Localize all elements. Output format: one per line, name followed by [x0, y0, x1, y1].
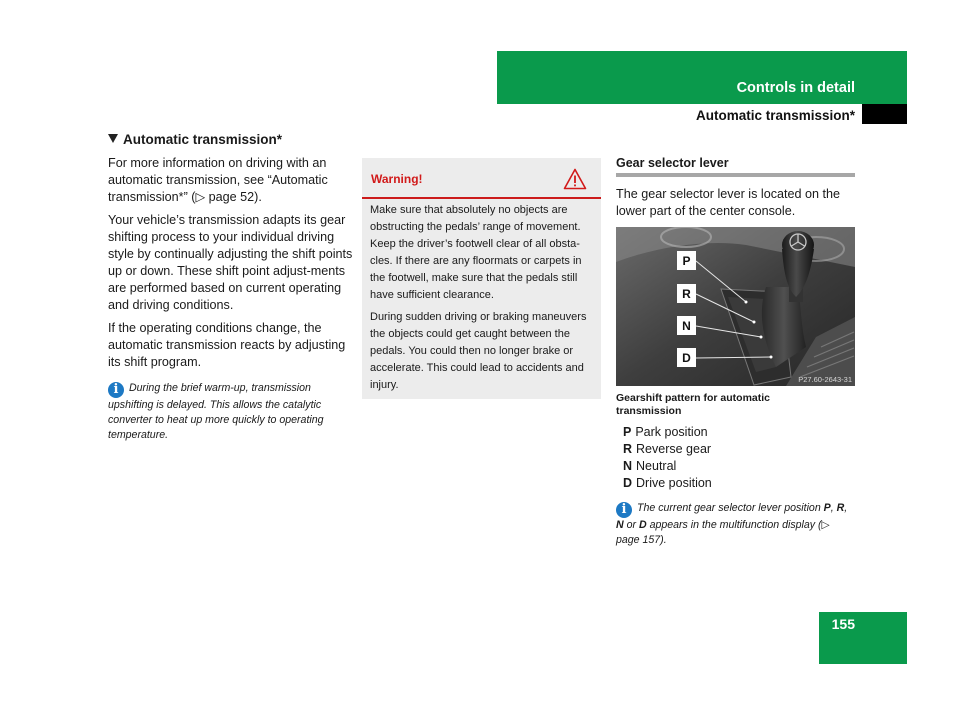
note-text: appears in the multifunction display (▷ page 157).: [616, 519, 830, 546]
info-note-display: [616, 501, 856, 548]
note-sep: ,: [844, 502, 848, 514]
info-note-text: During the brief warm-up, transmission upshifting is delayed. This allows the catalytic converter to heat up more quickly to operating temperature.: [108, 382, 324, 441]
note-key: D: [638, 519, 647, 531]
info-note-warmup: [108, 381, 348, 443]
photo-caption: Gearshift pattern for automatic transmission: [616, 392, 771, 417]
gear-key: R: [623, 442, 633, 456]
location-paragraph: The gear selector lever is located on the lower part of the center console.: [616, 187, 841, 218]
info-icon: i: [616, 502, 632, 518]
intro-paragraph: For more information on driving with an automatic transmission, see “Automatic transmission*” (▷ page 52).: [108, 156, 328, 204]
note-sep: or: [623, 519, 639, 531]
section-running-title: Automatic transmission*: [695, 108, 855, 123]
gear-desc: Park position: [635, 425, 708, 439]
note-sep: ,: [830, 502, 837, 514]
gear-desc: Neutral: [636, 459, 677, 473]
gear-label-n: N: [682, 319, 691, 333]
triangle-bullet-icon: [108, 134, 118, 143]
gear-key: P: [623, 425, 632, 439]
image-code: P27.60-2643-31: [798, 375, 852, 384]
section-heading: [108, 132, 282, 147]
gear-row-reverse: [623, 442, 711, 456]
gear-key: D: [623, 476, 633, 490]
info-icon: i: [108, 382, 124, 398]
subsection-rule: [616, 173, 855, 177]
gear-label-p: P: [682, 254, 691, 268]
note-key: R: [836, 502, 845, 514]
gear-row-neutral: [623, 459, 676, 473]
gear-key: N: [623, 459, 633, 473]
gear-row-drive: [623, 476, 712, 490]
subsection-heading: Gear selector lever: [616, 156, 729, 170]
note-key: N: [616, 519, 624, 531]
gear-row-park: [623, 425, 708, 439]
gear-desc: Reverse gear: [636, 442, 712, 456]
gear-desc: Drive position: [636, 476, 712, 490]
conditions-paragraph: If the operating conditions change, the automatic transmission reacts by adjusting its shift program.: [108, 321, 346, 369]
gear-label-r: R: [682, 287, 691, 301]
note-text: The current gear selector lever position: [637, 502, 824, 514]
warning-text-objects: Make sure that absolutely no objects are obstructing the pedals’ range of movement. Keep the driver’s footwell clear of all obsta-cles. If there are any floormats or carpets in the footwell, make sure that the pedals still have sufficient clearance.: [370, 204, 582, 301]
chapter-title: Controls in detail: [736, 80, 855, 96]
adaptation-paragraph: Your vehicle’s transmission adapts its gear shifting process to your individual driving style by continually adjusting the shift points up or down. These shift point adjust-ments are performed based on current operating and driving conditions.: [108, 213, 353, 312]
chapter-header-band: [497, 51, 907, 104]
warning-triangle-icon: [563, 168, 587, 195]
warning-title: Warning!: [371, 172, 423, 186]
section-heading-text: Automatic transmission*: [123, 132, 283, 147]
gear-label-d: D: [682, 351, 691, 365]
section-marker-tab: [862, 104, 907, 124]
gear-selector-photo: [616, 227, 855, 386]
warning-divider: [362, 197, 601, 199]
page-number: 155: [831, 616, 855, 632]
warning-text-maneuvers: During sudden driving or braking maneuvers the objects could get caught between the pedals. You could then no longer brake or accelerate. This could lead to accidents and injury.: [370, 311, 587, 391]
note-key: P: [823, 502, 831, 514]
